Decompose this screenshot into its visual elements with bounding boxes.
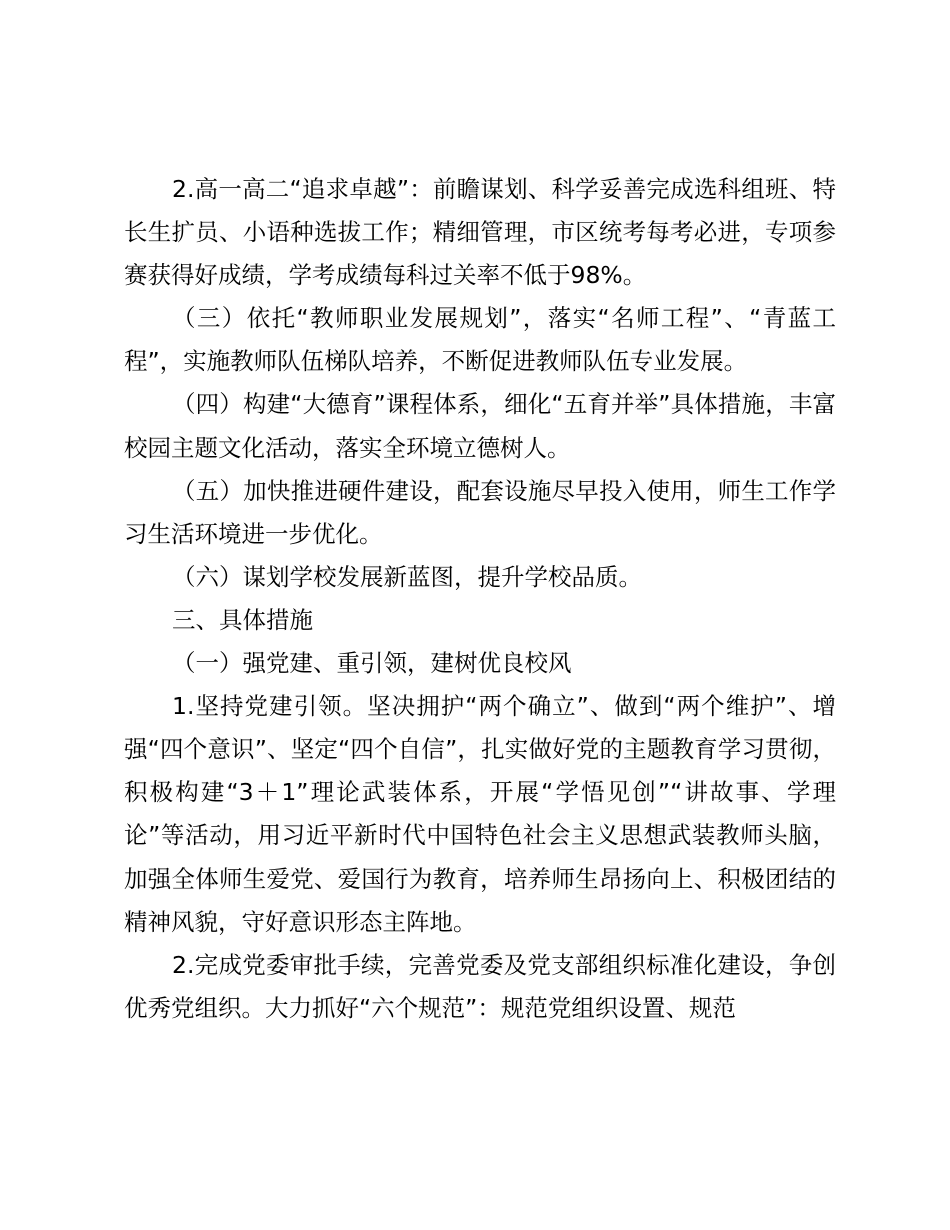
paragraph-goal-3: （三）依托“教师职业发展规划”，落实“名师工程”、“青蓝工程”，实施教师队伍梯队培养，不断促进教师队伍专业发展。 xyxy=(124,304,836,376)
paragraph-goal-6: （六）谋划学校发展新蓝图，提升学校品质。 xyxy=(172,562,642,591)
paragraph-goal-2: 2.高一高二“追求卓越”：前瞻谋划、科学妥善完成选科组班、特长生扩员、小语种选拔工作；精细管理，市区统考每考必进，专项参赛获得好成绩，学考成绩每科过关率不低于98%。 xyxy=(124,175,836,290)
paragraph-measure-2: 2.完成党委审批手续，完善党委及党支部组织标准化建设，争创优秀党组织。大力抓好“六个规范”：规范党组织设置、规范 xyxy=(124,950,836,1022)
paragraph-measure-1: 1.坚持党建引领。坚决拥护“两个确立”、做到“两个维护”、增强“四个意识”、坚定“四个自信”，扎实做好党的主题教育学习贯彻，积极构建“3＋1”理论武装体系，开展“学悟见创”“讲故事、学理论”等活动，用习近平新时代中国特色社会主义思想武装教师头脑，加强全体师生爱党、爱国行为教育，培养师生昂扬向上、积极团结的精神风貌，守好意识形态主阵地。 xyxy=(124,692,836,936)
subsection-heading-party-building: （一）强党建、重引领，建树优良校风 xyxy=(172,649,572,678)
paragraph-goal-5: （五）加快推进硬件建设，配套设施尽早投入使用，师生工作学习生活环境进一步优化。 xyxy=(124,476,836,548)
section-heading-measures: 三、具体措施 xyxy=(172,605,313,634)
paragraph-goal-4: （四）构建“大德育”课程体系，细化“五育并举”具体措施，丰富校园主题文化活动，落实全环境立德树人。 xyxy=(124,390,836,462)
document-body xyxy=(124,168,836,1030)
